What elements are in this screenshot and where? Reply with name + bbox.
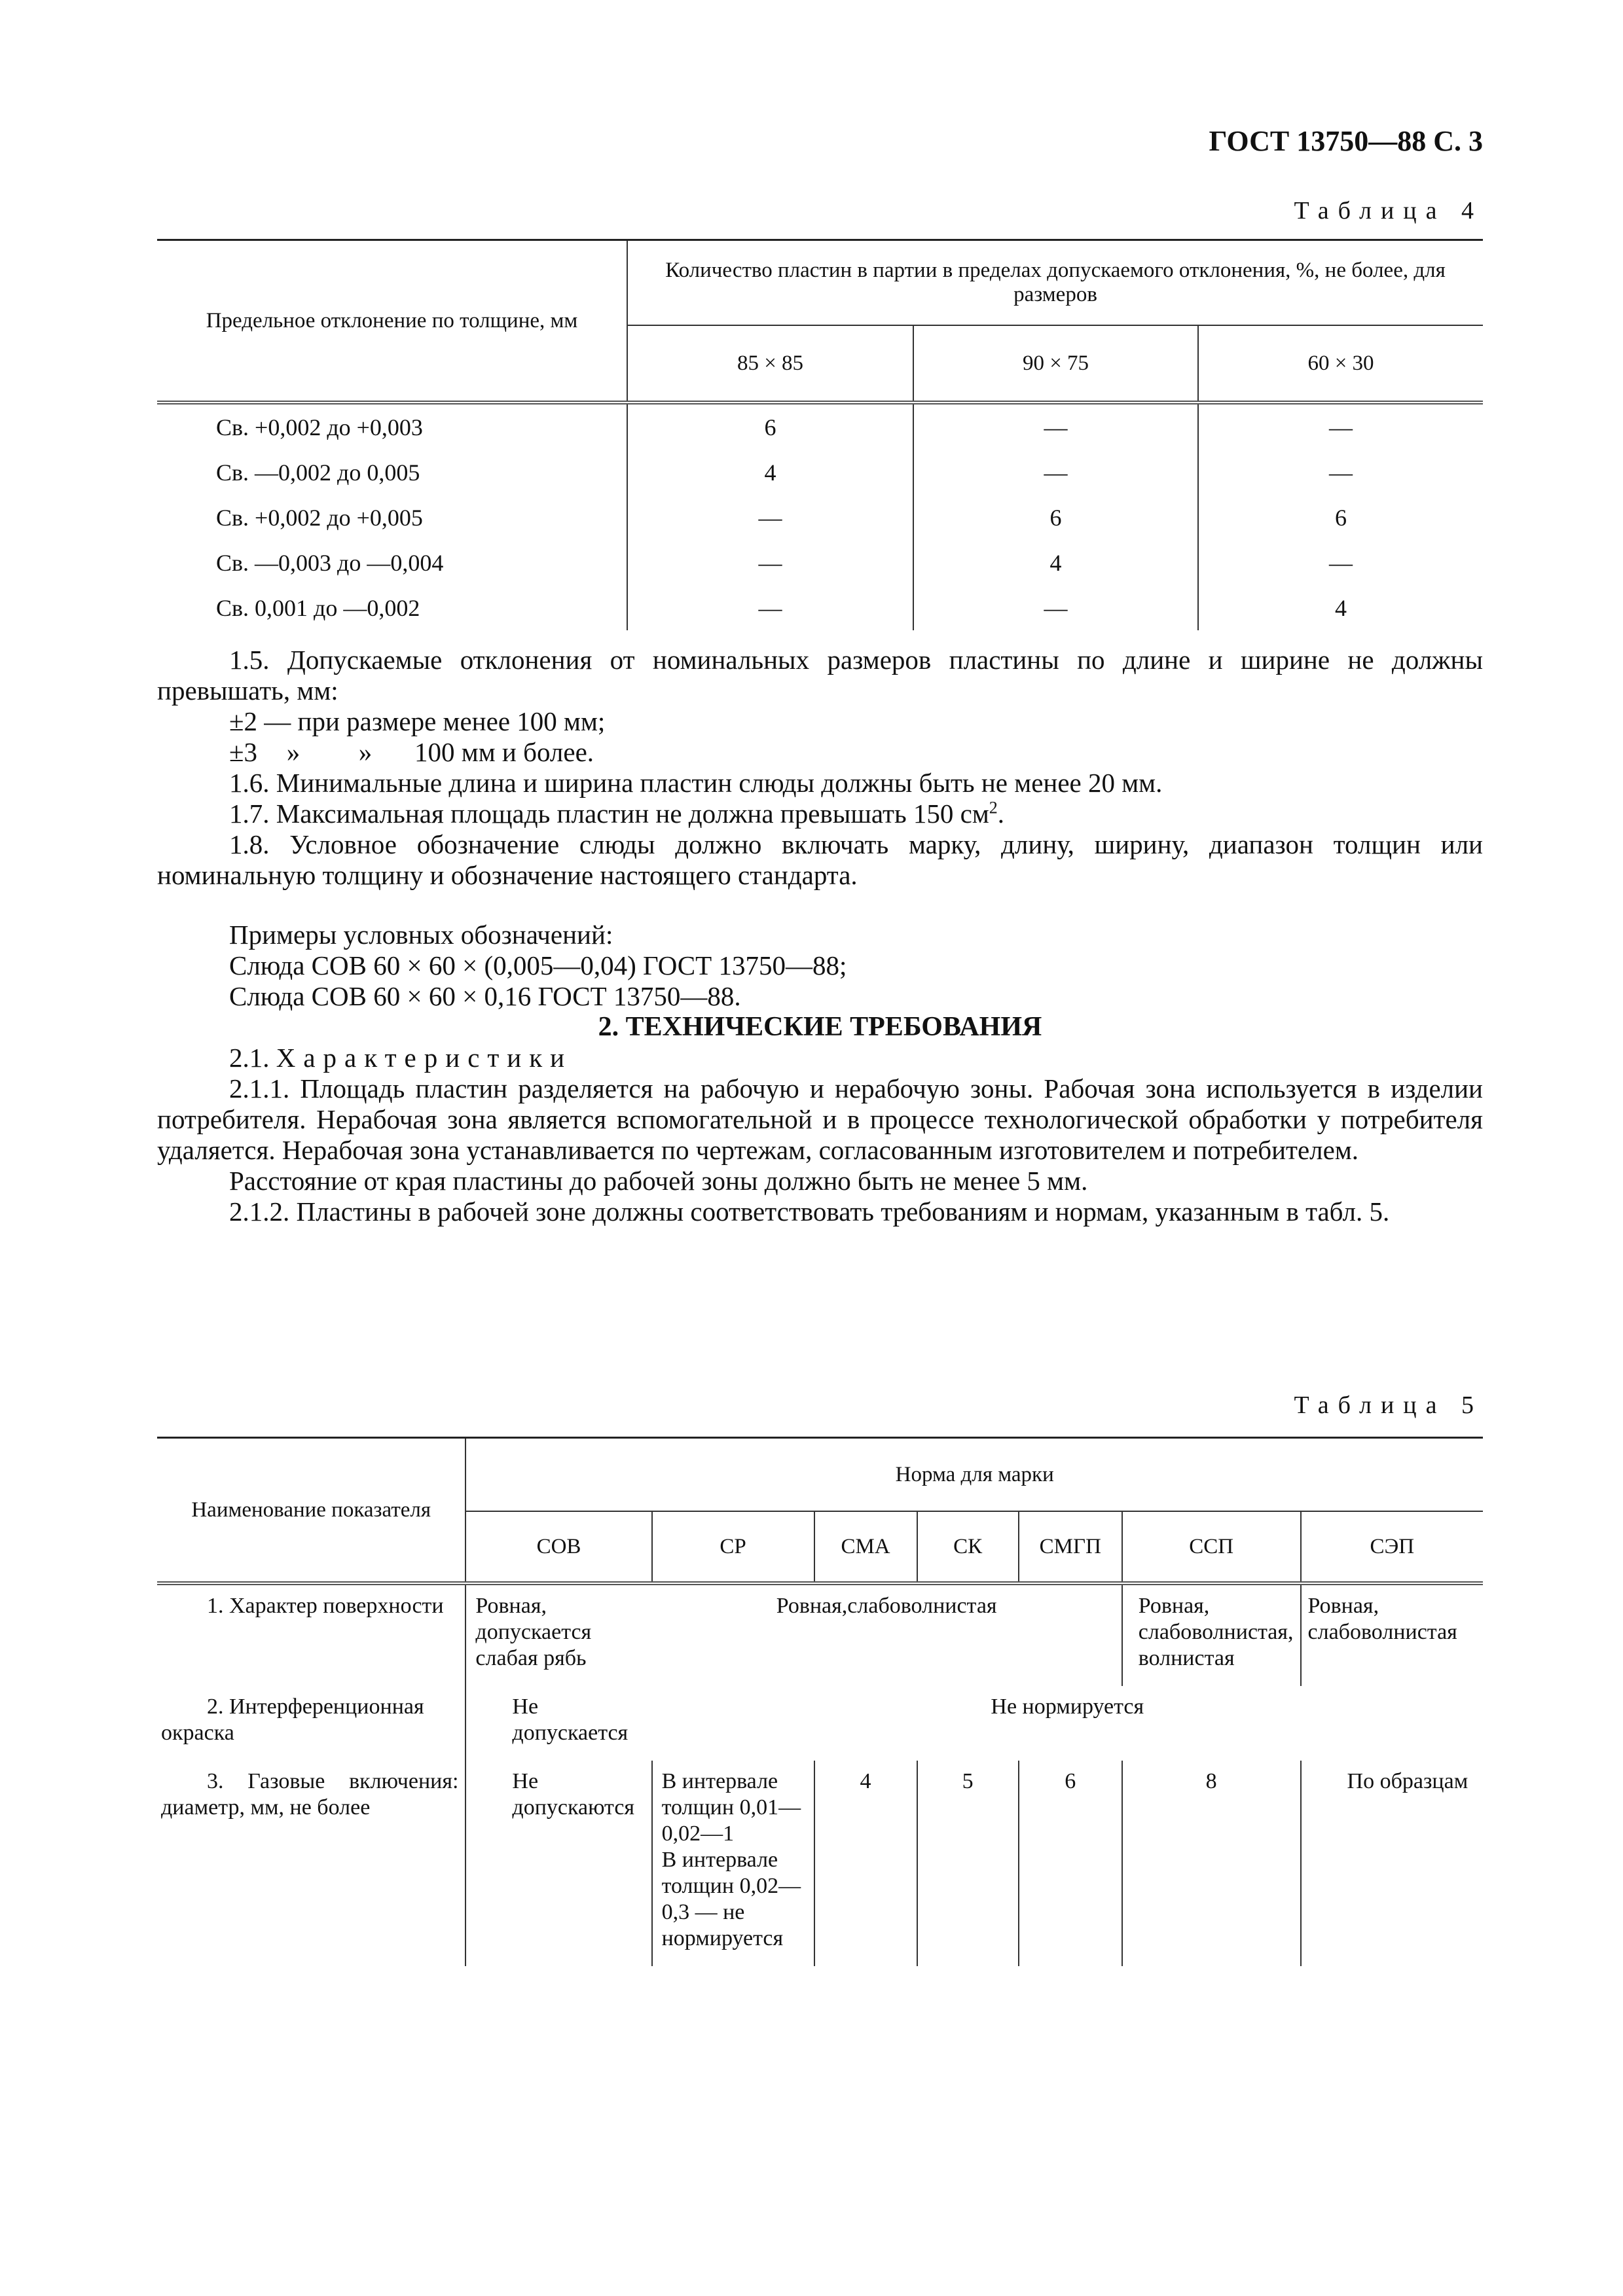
body-text [157,645,1483,1227]
cell: 6 [913,495,1198,540]
table4-size-3: 60 × 30 [1198,325,1483,403]
table5 [157,1437,1483,1966]
table5-group-header: Норма для марки [465,1438,1483,1512]
grade-header: СР [652,1511,814,1583]
table-row [157,495,1483,540]
row-name: 3. Газовые включения: диаметр, мм, не более [161,1769,459,1820]
cell: — [913,403,1198,450]
table-row [157,540,1483,585]
example-1: Слюда СОВ 60 × 60 × (0,005—0,04) ГОСТ 13750—88; [229,950,847,980]
row-label: Св. +0,002 до +0,003 [216,414,423,440]
subsection-title: Характеристики [276,1043,573,1073]
paragraph-2-1-1b: Расстояние от края пластины до рабочей зоны должно быть не менее 5 мм. [229,1166,1088,1196]
row-name: 2. Интерференционная окраска [161,1695,424,1745]
table4-size-2: 90 × 75 [913,325,1198,403]
paragraph-1-5: 1.5. Допускаемые отклонения от номинальных размеров пластины по длине и ширине не должны превышать, мм: [157,645,1483,706]
ditto-mark: » [358,737,373,767]
sr-note-2: В интервале толщин 0,02—0,3 — не нормируется [661,1848,801,1950]
cell: — [627,540,913,585]
row-label: Св. —0,003 до —0,004 [216,549,444,576]
paragraph-1-7 [157,798,1483,829]
cell: — [1198,450,1483,495]
row-name: 1. Характер поверхности [207,1594,444,1618]
paragraph-1-8: 1.8. Условное обозначение слюды должно включать марку, длину, ширину, диапазон толщин или номинальную толщину и обозначение настоящего стандарта. [157,829,1483,890]
table4-col1-header: Предельное отклонение по толщине, мм [157,240,627,403]
table-row [157,585,1483,630]
table-row [157,1583,1483,1686]
paragraph-number: 2.1. [229,1043,270,1073]
table5-col1-header: Наименование показателя [157,1438,465,1584]
grade-header: ССП [1122,1511,1301,1583]
row-label: Св. —0,002 до 0,005 [216,459,420,486]
cell [652,1761,814,1966]
paragraph-2-1-2: 2.1.2. Пластины в рабочей зоне должны соответствовать требованиям и нормам, указанным в табл. 5. [229,1196,1390,1227]
tolerance-line-1: ±2 — при размере менее 100 мм; [229,706,606,736]
table-row [157,450,1483,495]
period: . [997,798,1005,829]
cell: 5 [917,1761,1019,1966]
grade-header: СМГП [1019,1511,1122,1583]
grade-header: СЭП [1301,1511,1483,1583]
grade-header: СМА [814,1511,917,1583]
grade-header: СК [917,1511,1019,1583]
section-title: 2. ТЕХНИЧЕСКИЕ ТРЕБОВАНИЯ [598,1012,1042,1042]
cell: 6 [627,403,913,450]
table-row [157,1761,1483,1966]
cell: 8 [1122,1761,1301,1966]
tolerance-line-2 [157,737,1483,768]
examples-title: Примеры условных обозначений: [229,920,613,950]
cell: 6 [1019,1761,1122,1966]
table4-caption: Таблица 4 [1294,197,1483,224]
paragraph-2-1-1: 2.1.1. Площадь пластин разделяется на рабочую и нерабочую зоны. Рабочая зона используется в изделии потребителя. Нерабочая зона является вспомогательной и в процессе технологической обработки у потребителя удаляется. Нерабочая зона устанавливается по чертежам, согласованным изготовителем и потребителем. [157,1073,1483,1165]
cell: 4 [627,450,913,495]
cell: Не допускаются [465,1761,651,1966]
cell: 6 [1198,495,1483,540]
cell: 4 [1198,585,1483,630]
cell: Ровная, слабоволнистая, волнистая [1122,1583,1301,1686]
paragraph-1-6: 1.6. Минимальные длина и ширина пластин слюды должны быть не менее 20 мм. [229,768,1163,798]
sr-note-1: В интервале толщин 0,01—0,02—1 [661,1769,801,1846]
table-row [157,1686,1483,1761]
cell: 4 [913,540,1198,585]
example-2: Слюда СОВ 60 × 60 × 0,16 ГОСТ 13750—88. [229,981,741,1011]
cell: — [627,495,913,540]
row-label: Св. +0,002 до +0,005 [216,504,423,531]
table4-group-header: Количество пластин в партии в пределах допускаемого отклонения, %, не более, для размеров [627,240,1483,326]
cell: — [627,585,913,630]
paragraph-2-1 [157,1043,1483,1073]
tolerance-rest: 100 мм и более. [414,737,594,767]
table5-caption: Таблица 5 [1294,1391,1483,1419]
table4-size-1: 85 × 85 [627,325,913,403]
cell: По образцам [1301,1761,1483,1966]
grade-header: СОВ [465,1511,651,1583]
cell: Не допускается [465,1686,651,1761]
cell: Ровная, допускается слабая рябь [465,1583,651,1686]
cell: Не нормируется [991,1695,1144,1719]
table4 [157,239,1483,630]
cell: — [913,585,1198,630]
cell: — [1198,403,1483,450]
cell: 4 [814,1761,917,1966]
cell: — [1198,540,1483,585]
cell: Ровная, слабоволнистая [1301,1583,1483,1686]
row-label: Св. 0,001 до —0,002 [216,594,420,621]
pm-value: ±3 [229,737,258,767]
ditto-mark: » [286,737,301,767]
table-row [157,403,1483,450]
cell: Ровная,слабоволнистая [776,1594,997,1618]
cell: — [913,450,1198,495]
page-header: ГОСТ 13750—88 С. 3 [1209,125,1483,157]
superscript: 2 [989,798,998,817]
paragraph-1-7-text: 1.7. Максимальная площадь пластин не должна превышать 150 см [229,798,989,829]
